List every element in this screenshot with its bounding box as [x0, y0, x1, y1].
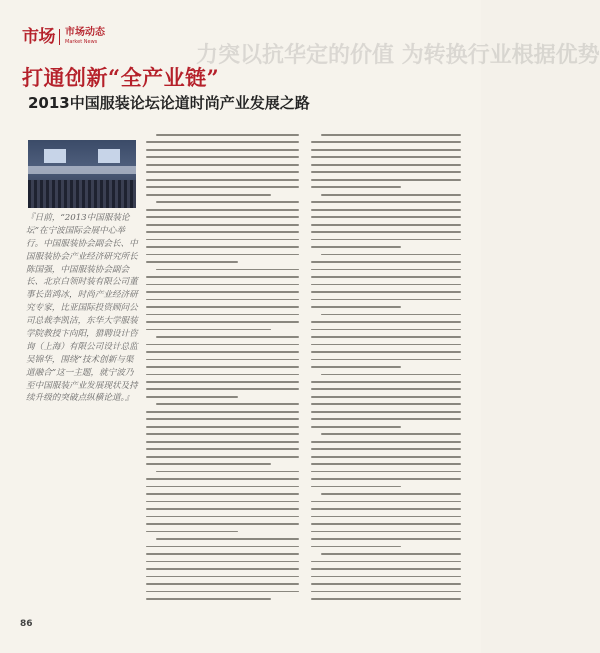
text-line [321, 374, 461, 376]
background-ghost-text: 力突以抗华定的价值 为转换行业根据优势 [196, 42, 600, 68]
text-line [311, 418, 461, 420]
text-line [321, 314, 461, 316]
stage-screen-left [44, 149, 66, 163]
stage-screen-right [98, 149, 120, 163]
text-line [311, 351, 461, 353]
text-line [311, 359, 461, 361]
section-divider [59, 29, 60, 45]
text-line [311, 344, 461, 346]
text-line [146, 411, 299, 413]
text-line [311, 381, 461, 383]
text-line [146, 224, 299, 226]
text-line [311, 463, 461, 465]
text-line [311, 576, 461, 578]
text-line [311, 201, 461, 203]
text-line [311, 276, 461, 278]
text-line [146, 329, 271, 331]
text-line [146, 463, 271, 465]
text-line [146, 433, 299, 435]
text-line [311, 523, 461, 525]
text-line [146, 254, 299, 256]
text-line [311, 486, 401, 488]
text-line [146, 239, 299, 241]
text-line [146, 516, 299, 518]
text-line [311, 403, 461, 405]
text-line [156, 134, 299, 136]
forum-photo [28, 140, 136, 208]
text-line [146, 418, 299, 420]
stage [28, 166, 136, 174]
text-line [146, 149, 299, 151]
text-line [146, 306, 299, 308]
text-line [311, 246, 401, 248]
text-line [311, 321, 461, 323]
text-line [146, 441, 299, 443]
text-line [311, 216, 461, 218]
article-headline: 打通创新“全产业链” [22, 65, 220, 90]
text-line [311, 156, 461, 158]
text-line [146, 374, 299, 376]
text-line [311, 186, 401, 188]
body-column-right [311, 134, 461, 606]
section-english: Market News [65, 39, 98, 45]
text-line [146, 493, 299, 495]
section-subtitle: 市场动态 [65, 27, 105, 38]
text-line [146, 321, 299, 323]
text-line [146, 261, 238, 263]
text-line [146, 486, 299, 488]
text-line [146, 546, 299, 548]
text-line [146, 231, 299, 233]
text-line [311, 396, 461, 398]
text-line [146, 501, 299, 503]
text-line [156, 201, 299, 203]
text-line [146, 478, 299, 480]
text-line [146, 396, 238, 398]
text-line [146, 456, 299, 458]
text-line [311, 546, 401, 548]
text-line [146, 164, 299, 166]
text-line [146, 591, 299, 593]
text-line [311, 456, 461, 458]
text-line [146, 359, 299, 361]
text-line [311, 336, 461, 338]
text-line [146, 194, 271, 196]
text-line [311, 531, 461, 533]
text-line [311, 269, 461, 271]
text-line [146, 381, 299, 383]
text-line [321, 433, 461, 435]
text-line [146, 561, 299, 563]
text-line [146, 523, 299, 525]
body-column-left [146, 134, 299, 606]
text-line [146, 583, 299, 585]
text-line [146, 598, 271, 600]
text-line [146, 276, 299, 278]
text-line [311, 224, 461, 226]
text-line [146, 553, 299, 555]
text-line [146, 246, 299, 248]
text-line [311, 426, 401, 428]
text-line [321, 493, 461, 495]
text-line [311, 441, 461, 443]
text-line [156, 471, 299, 473]
text-line [146, 366, 299, 368]
text-line [311, 448, 461, 450]
article-subheadline: 2013中国服装论坛论道时尚产业发展之路 [28, 94, 310, 112]
text-line [146, 314, 299, 316]
text-line [311, 516, 461, 518]
text-line [146, 351, 299, 353]
text-line [311, 261, 461, 263]
text-line [311, 329, 461, 331]
text-line [146, 426, 299, 428]
text-line [311, 366, 401, 368]
text-line [321, 134, 461, 136]
page-number: 86 [20, 619, 33, 629]
text-line [146, 568, 299, 570]
text-line [311, 231, 461, 233]
text-line [146, 186, 299, 188]
text-line [311, 149, 461, 151]
text-line [321, 254, 461, 256]
text-line [146, 209, 299, 211]
text-line [311, 141, 461, 143]
text-line [311, 508, 461, 510]
text-line [146, 531, 238, 533]
audience [28, 180, 136, 208]
text-line [311, 306, 401, 308]
text-line [146, 299, 299, 301]
text-line [321, 194, 461, 196]
text-line [146, 141, 299, 143]
text-line [311, 583, 461, 585]
text-line [311, 561, 461, 563]
text-line [146, 448, 299, 450]
text-line [146, 576, 299, 578]
text-line [321, 553, 461, 555]
section-header [22, 22, 105, 47]
text-line [311, 568, 461, 570]
section-mark: 市场 [22, 27, 55, 47]
text-line [156, 336, 299, 338]
text-line [311, 239, 461, 241]
text-line [146, 508, 299, 510]
text-line [156, 403, 299, 405]
text-line [146, 284, 299, 286]
text-line [146, 291, 299, 293]
text-line [146, 171, 299, 173]
text-line [146, 216, 299, 218]
text-line [311, 291, 461, 293]
text-line [146, 388, 299, 390]
text-line [311, 164, 461, 166]
text-line [311, 471, 461, 473]
section-label [65, 28, 105, 45]
text-line [156, 538, 299, 540]
text-line [311, 388, 461, 390]
text-line [311, 171, 461, 173]
text-line [146, 179, 299, 181]
text-line [156, 269, 299, 271]
text-line [311, 478, 461, 480]
text-line [311, 538, 461, 540]
text-line [146, 344, 299, 346]
text-line [311, 299, 461, 301]
text-line [311, 209, 461, 211]
text-line [311, 591, 461, 593]
pull-quote: 『日前，“2013中国服装论坛”在宁波国际会展中心举行。中国服装协会副会长、中国服装协会产业经济研究所长陈国强，中国服装协会副会长、北京白领时装有限公司董事长苗鸿冰，时尚产业经济研究专家，比亚国际投资顾问公司总裁李凯洁，东华大学服装学院教授卞向阳，猎聘设计咨询（上海）有限公司设计总监吴锦华，围绕“技术创新与渠道融合”这一主题，就宁波乃至中国服装产业发展现状及持续升级的突破点纵横论道。』 [26, 213, 138, 404]
text-line [146, 156, 299, 158]
text-line [311, 598, 461, 600]
text-line [311, 179, 461, 181]
text-line [311, 501, 461, 503]
text-line [311, 284, 461, 286]
text-line [311, 411, 461, 413]
